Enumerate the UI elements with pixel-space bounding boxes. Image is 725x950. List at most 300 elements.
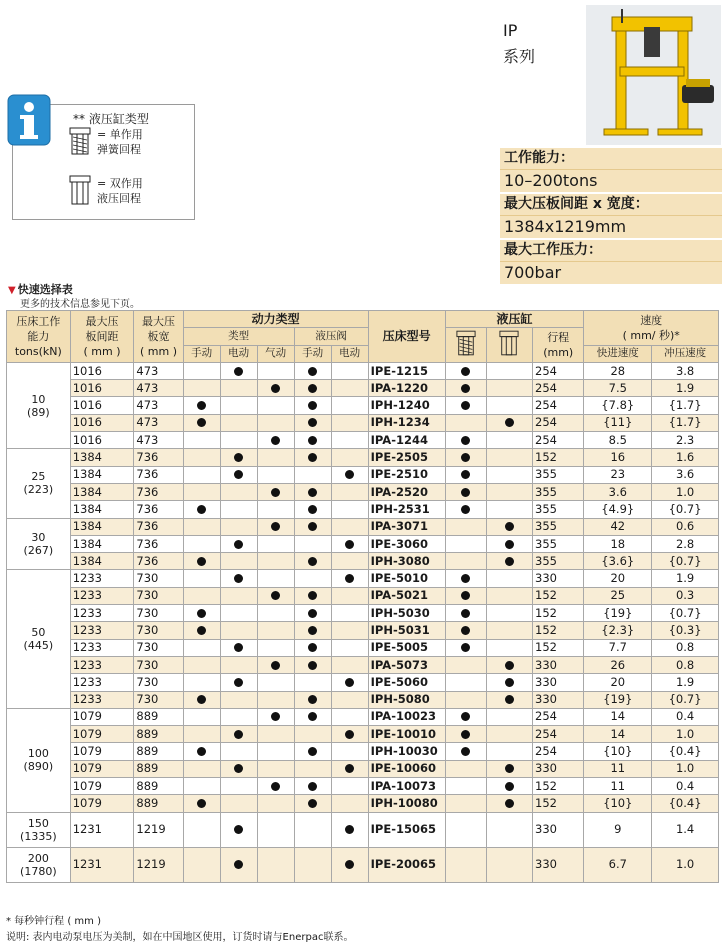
stroke-cell: 152 bbox=[533, 587, 584, 604]
fast-speed-cell: 9 bbox=[584, 812, 652, 847]
table-row bbox=[7, 760, 719, 777]
single-acting-cell bbox=[445, 466, 486, 483]
press-speed-cell: {1.7} bbox=[652, 414, 719, 431]
air-cell bbox=[257, 466, 294, 483]
manual-cell bbox=[183, 812, 220, 847]
model-cell: IPE-3060 bbox=[368, 535, 445, 552]
valve-manual-cell bbox=[294, 812, 331, 847]
col-stroke: 行程 (mm) bbox=[533, 328, 584, 363]
spec-capacity-value: 10–200tons bbox=[500, 170, 722, 192]
press-speed-cell: 1.6 bbox=[652, 449, 719, 466]
valve-manual-cell bbox=[294, 639, 331, 656]
manual-cell bbox=[183, 795, 220, 812]
fast-speed-cell: 7.7 bbox=[584, 639, 652, 656]
fast-speed-cell: 11 bbox=[584, 778, 652, 795]
bullet-dot-icon bbox=[308, 782, 317, 791]
daylight-cell: 1384 bbox=[70, 466, 134, 483]
valve-manual-cell bbox=[294, 847, 331, 882]
fast-speed-cell: 25 bbox=[584, 587, 652, 604]
model-cell: IPE-5010 bbox=[368, 570, 445, 587]
bullet-dot-icon bbox=[197, 401, 206, 410]
model-cell: IPH-10030 bbox=[368, 743, 445, 760]
press-speed-cell: {0.3} bbox=[652, 622, 719, 639]
valve-electric-cell bbox=[331, 483, 368, 500]
bullet-dot-icon bbox=[308, 505, 317, 514]
valve-manual-cell bbox=[294, 432, 331, 449]
daylight-cell: 1079 bbox=[70, 760, 134, 777]
valve-manual-cell bbox=[294, 535, 331, 552]
model-cell: IPA-3071 bbox=[368, 518, 445, 535]
double-acting-cell bbox=[486, 397, 532, 414]
legend-single-line1: = 单作用 bbox=[97, 128, 143, 141]
legend-double-line1: = 双作用 bbox=[97, 177, 143, 190]
bullet-dot-icon bbox=[461, 591, 470, 600]
bullet-dot-icon bbox=[461, 384, 470, 393]
single-acting-cell bbox=[445, 587, 486, 604]
valve-manual-cell bbox=[294, 708, 331, 725]
bullet-dot-icon bbox=[234, 540, 243, 549]
width-cell: 889 bbox=[134, 708, 183, 725]
bullet-dot-icon bbox=[345, 470, 354, 479]
red-triangle-icon: ▼ bbox=[8, 285, 16, 296]
press-speed-cell: {0.7} bbox=[652, 501, 719, 518]
press-speed-cell: 3.6 bbox=[652, 466, 719, 483]
daylight-cell: 1079 bbox=[70, 778, 134, 795]
air-cell bbox=[257, 656, 294, 673]
capacity-kn: (1780) bbox=[20, 864, 57, 878]
fast-speed-cell: {7.8} bbox=[584, 397, 652, 414]
bullet-dot-icon bbox=[308, 384, 317, 393]
bullet-dot-icon bbox=[345, 678, 354, 687]
air-cell bbox=[257, 812, 294, 847]
double-acting-cell bbox=[486, 518, 532, 535]
bullet-dot-icon bbox=[461, 626, 470, 635]
bullet-dot-icon bbox=[461, 730, 470, 739]
bullet-dot-icon bbox=[505, 522, 514, 531]
width-cell: 730 bbox=[134, 656, 183, 673]
single-acting-cell bbox=[445, 449, 486, 466]
daylight-cell: 1233 bbox=[70, 691, 134, 708]
table-row bbox=[7, 605, 719, 622]
width-cell: 730 bbox=[134, 691, 183, 708]
daylight-cell: 1233 bbox=[70, 674, 134, 691]
air-cell bbox=[257, 674, 294, 691]
table-row bbox=[7, 778, 719, 795]
legend-title: ** 液压缸类型 bbox=[73, 112, 149, 126]
bullet-dot-icon bbox=[461, 643, 470, 652]
table-row bbox=[7, 570, 719, 587]
daylight-cell: 1016 bbox=[70, 432, 134, 449]
press-speed-cell: 1.9 bbox=[652, 380, 719, 397]
daylight-cell: 1016 bbox=[70, 362, 134, 379]
manual-cell bbox=[183, 743, 220, 760]
stroke-cell: 355 bbox=[533, 501, 584, 518]
stroke-cell: 355 bbox=[533, 483, 584, 500]
bullet-dot-icon bbox=[461, 470, 470, 479]
width-cell: 730 bbox=[134, 587, 183, 604]
single-acting-cell bbox=[445, 501, 486, 518]
bullet-dot-icon bbox=[505, 661, 514, 670]
valve-electric-cell bbox=[331, 847, 368, 882]
valve-electric-cell bbox=[331, 743, 368, 760]
double-acting-cell bbox=[486, 501, 532, 518]
valve-electric-cell bbox=[331, 518, 368, 535]
double-acting-cell bbox=[486, 570, 532, 587]
valve-electric-cell bbox=[331, 501, 368, 518]
air-cell bbox=[257, 847, 294, 882]
single-acting-cell bbox=[445, 778, 486, 795]
press-speed-cell: {0.7} bbox=[652, 605, 719, 622]
valve-manual-cell bbox=[294, 587, 331, 604]
single-acting-cell bbox=[445, 795, 486, 812]
double-acting-cell bbox=[486, 432, 532, 449]
manual-cell bbox=[183, 501, 220, 518]
press-selection-table bbox=[6, 310, 719, 883]
daylight-cell: 1231 bbox=[70, 812, 134, 847]
model-cell: IPH-1240 bbox=[368, 397, 445, 414]
electric-cell bbox=[220, 414, 257, 431]
bullet-dot-icon bbox=[345, 764, 354, 773]
valve-electric-cell bbox=[331, 674, 368, 691]
valve-electric-cell bbox=[331, 726, 368, 743]
bullet-dot-icon bbox=[308, 488, 317, 497]
width-cell: 1219 bbox=[134, 812, 183, 847]
fast-speed-cell: 7.5 bbox=[584, 380, 652, 397]
model-cell: IPE-15065 bbox=[368, 812, 445, 847]
air-cell bbox=[257, 605, 294, 622]
daylight-cell: 1384 bbox=[70, 501, 134, 518]
width-cell: 730 bbox=[134, 570, 183, 587]
table-row bbox=[7, 483, 719, 500]
bullet-dot-icon bbox=[308, 712, 317, 721]
width-cell: 473 bbox=[134, 362, 183, 379]
bullet-dot-icon bbox=[505, 782, 514, 791]
bullet-dot-icon bbox=[505, 799, 514, 808]
fast-speed-cell: {19} bbox=[584, 691, 652, 708]
col-daylight: 最大压 板间距 ( mm ) bbox=[70, 311, 134, 363]
bullet-dot-icon bbox=[197, 799, 206, 808]
model-cell: IPH-1234 bbox=[368, 414, 445, 431]
bullet-dot-icon bbox=[345, 574, 354, 583]
electric-cell bbox=[220, 535, 257, 552]
air-cell bbox=[257, 449, 294, 466]
width-cell: 736 bbox=[134, 553, 183, 570]
bullet-dot-icon bbox=[505, 557, 514, 566]
model-cell: IPA-1220 bbox=[368, 380, 445, 397]
valve-electric-cell bbox=[331, 380, 368, 397]
stroke-cell: 254 bbox=[533, 414, 584, 431]
bullet-dot-icon bbox=[271, 782, 280, 791]
bullet-dot-icon bbox=[345, 825, 354, 834]
manual-cell bbox=[183, 605, 220, 622]
single-acting-cell bbox=[445, 760, 486, 777]
bullet-dot-icon bbox=[234, 730, 243, 739]
width-cell: 889 bbox=[134, 726, 183, 743]
capacity-kn: (1335) bbox=[20, 829, 57, 843]
width-cell: 736 bbox=[134, 449, 183, 466]
model-cell: IPE-20065 bbox=[368, 847, 445, 882]
valve-electric-cell bbox=[331, 708, 368, 725]
capacity-cell bbox=[7, 449, 71, 518]
stroke-cell: 254 bbox=[533, 432, 584, 449]
capacity-cell bbox=[7, 708, 71, 812]
double-acting-cell bbox=[486, 362, 532, 379]
press-speed-cell: 1.0 bbox=[652, 847, 719, 882]
width-cell: 736 bbox=[134, 535, 183, 552]
width-cell: 736 bbox=[134, 483, 183, 500]
single-acting-cell bbox=[445, 639, 486, 656]
stroke-cell: 330 bbox=[533, 847, 584, 882]
spec-pressure-label: 最大工作压力： bbox=[500, 240, 722, 262]
electric-cell bbox=[220, 778, 257, 795]
single-acting-cell bbox=[445, 674, 486, 691]
series-title-line1: IP bbox=[503, 21, 518, 40]
press-speed-cell: {0.4} bbox=[652, 743, 719, 760]
bullet-dot-icon bbox=[308, 661, 317, 670]
col-single-acting bbox=[445, 328, 486, 363]
width-cell: 473 bbox=[134, 414, 183, 431]
stroke-cell: 330 bbox=[533, 674, 584, 691]
manual-cell bbox=[183, 691, 220, 708]
single-acting-cylinder-icon bbox=[456, 330, 476, 356]
table-row bbox=[7, 691, 719, 708]
width-cell: 730 bbox=[134, 639, 183, 656]
double-acting-cell bbox=[486, 587, 532, 604]
footnote-note: 说明: 表内电动泵电压为美制，如在中国地区使用，订货时请与Enerpac联系。 bbox=[6, 932, 354, 943]
legend-double-line2: 液压回程 bbox=[97, 192, 141, 205]
col-model: 压床型号 bbox=[368, 311, 445, 363]
electric-cell bbox=[220, 553, 257, 570]
width-cell: 473 bbox=[134, 380, 183, 397]
col-double-acting bbox=[486, 328, 532, 363]
single-acting-cell bbox=[445, 483, 486, 500]
electric-cell bbox=[220, 760, 257, 777]
bullet-dot-icon bbox=[308, 695, 317, 704]
double-acting-cell bbox=[486, 726, 532, 743]
single-acting-cell bbox=[445, 708, 486, 725]
col-valve-manual: 手动 bbox=[294, 345, 331, 362]
valve-manual-cell bbox=[294, 778, 331, 795]
single-acting-cell bbox=[445, 743, 486, 760]
bullet-dot-icon bbox=[271, 712, 280, 721]
bullet-dot-icon bbox=[505, 678, 514, 687]
valve-electric-cell bbox=[331, 432, 368, 449]
bullet-dot-icon bbox=[345, 860, 354, 869]
bullet-dot-icon bbox=[308, 522, 317, 531]
valve-manual-cell bbox=[294, 466, 331, 483]
bullet-dot-icon bbox=[308, 367, 317, 376]
double-acting-cell bbox=[486, 605, 532, 622]
electric-cell bbox=[220, 466, 257, 483]
double-acting-cylinder-icon bbox=[69, 175, 91, 205]
electric-cell bbox=[220, 622, 257, 639]
col-power-type: 动力类型 bbox=[183, 311, 368, 328]
electric-cell bbox=[220, 397, 257, 414]
press-speed-cell: 0.8 bbox=[652, 656, 719, 673]
daylight-cell: 1233 bbox=[70, 605, 134, 622]
valve-manual-cell bbox=[294, 362, 331, 379]
table-row bbox=[7, 656, 719, 673]
bullet-dot-icon bbox=[234, 643, 243, 652]
bullet-dot-icon bbox=[461, 401, 470, 410]
capacity-cell bbox=[7, 570, 71, 708]
fast-speed-cell: {3.6} bbox=[584, 553, 652, 570]
press-speed-cell: 1.9 bbox=[652, 674, 719, 691]
capacity-cell bbox=[7, 812, 71, 847]
table-row bbox=[7, 362, 719, 379]
manual-cell bbox=[183, 414, 220, 431]
bullet-dot-icon bbox=[234, 825, 243, 834]
stroke-cell: 355 bbox=[533, 518, 584, 535]
single-acting-cell bbox=[445, 691, 486, 708]
fast-speed-cell: 3.6 bbox=[584, 483, 652, 500]
electric-cell bbox=[220, 674, 257, 691]
capacity-tons: 30 bbox=[31, 531, 46, 544]
stroke-cell: 330 bbox=[533, 570, 584, 587]
stroke-cell: 152 bbox=[533, 605, 584, 622]
manual-cell bbox=[183, 778, 220, 795]
air-cell bbox=[257, 362, 294, 379]
bullet-dot-icon bbox=[308, 609, 317, 618]
electric-cell bbox=[220, 605, 257, 622]
double-acting-cell bbox=[486, 380, 532, 397]
bullet-dot-icon bbox=[308, 747, 317, 756]
bullet-dot-icon bbox=[505, 540, 514, 549]
single-acting-cell bbox=[445, 812, 486, 847]
manual-cell bbox=[183, 726, 220, 743]
capacity-tons: 200 bbox=[27, 851, 49, 865]
col-type: 类型 bbox=[183, 328, 294, 345]
valve-manual-cell bbox=[294, 795, 331, 812]
electric-cell bbox=[220, 380, 257, 397]
bullet-dot-icon bbox=[271, 436, 280, 445]
fast-speed-cell: 18 bbox=[584, 535, 652, 552]
bullet-dot-icon bbox=[461, 609, 470, 618]
width-cell: 1219 bbox=[134, 847, 183, 882]
table-row bbox=[7, 449, 719, 466]
model-cell: IPE-1215 bbox=[368, 362, 445, 379]
manual-cell bbox=[183, 380, 220, 397]
double-acting-cell bbox=[486, 760, 532, 777]
capacity-cell bbox=[7, 847, 71, 882]
bullet-dot-icon bbox=[271, 522, 280, 531]
valve-electric-cell bbox=[331, 639, 368, 656]
fast-speed-cell: 11 bbox=[584, 760, 652, 777]
press-speed-cell: 0.8 bbox=[652, 639, 719, 656]
bullet-dot-icon bbox=[197, 695, 206, 704]
col-electric: 电动 bbox=[220, 345, 257, 362]
press-speed-cell: 1.0 bbox=[652, 726, 719, 743]
air-cell bbox=[257, 535, 294, 552]
valve-manual-cell bbox=[294, 760, 331, 777]
electric-cell bbox=[220, 847, 257, 882]
model-cell: IPH-3080 bbox=[368, 553, 445, 570]
col-speed-fast: 快进速度 bbox=[584, 345, 652, 362]
double-acting-cell bbox=[486, 535, 532, 552]
table-body bbox=[7, 362, 719, 882]
bullet-dot-icon bbox=[308, 453, 317, 462]
air-cell bbox=[257, 501, 294, 518]
table-row bbox=[7, 743, 719, 760]
capacity-kn: (267) bbox=[23, 544, 54, 557]
table-row bbox=[7, 847, 719, 882]
manual-cell bbox=[183, 518, 220, 535]
valve-electric-cell bbox=[331, 622, 368, 639]
manual-cell bbox=[183, 760, 220, 777]
single-acting-cell bbox=[445, 432, 486, 449]
bullet-dot-icon bbox=[234, 764, 243, 773]
col-valve: 液压阀 bbox=[294, 328, 368, 345]
valve-manual-cell bbox=[294, 743, 331, 760]
width-cell: 730 bbox=[134, 674, 183, 691]
electric-cell bbox=[220, 362, 257, 379]
stroke-cell: 254 bbox=[533, 726, 584, 743]
valve-manual-cell bbox=[294, 414, 331, 431]
valve-manual-cell bbox=[294, 674, 331, 691]
spec-capacity-label: 工作能力： bbox=[500, 148, 722, 170]
quick-select-subtitle: 更多的技术信息参见下页。 bbox=[20, 299, 140, 310]
table-row bbox=[7, 726, 719, 743]
manual-cell bbox=[183, 432, 220, 449]
model-cell: IPH-10080 bbox=[368, 795, 445, 812]
capacity-tons: 100 bbox=[27, 747, 49, 761]
air-cell bbox=[257, 778, 294, 795]
electric-cell bbox=[220, 587, 257, 604]
stroke-cell: 330 bbox=[533, 812, 584, 847]
double-acting-cell bbox=[486, 674, 532, 691]
electric-cell bbox=[220, 708, 257, 725]
electric-cell bbox=[220, 726, 257, 743]
width-cell: 736 bbox=[134, 501, 183, 518]
air-cell bbox=[257, 432, 294, 449]
daylight-cell: 1231 bbox=[70, 847, 134, 882]
electric-cell bbox=[220, 570, 257, 587]
bullet-dot-icon bbox=[461, 453, 470, 462]
fast-speed-cell: 8.5 bbox=[584, 432, 652, 449]
spec-panel bbox=[500, 148, 722, 286]
fast-speed-cell: 26 bbox=[584, 656, 652, 673]
capacity-cell bbox=[7, 518, 71, 570]
bullet-dot-icon bbox=[461, 367, 470, 376]
manual-cell bbox=[183, 362, 220, 379]
single-acting-cell bbox=[445, 414, 486, 431]
table-row bbox=[7, 622, 719, 639]
spec-pressure-value: 700bar bbox=[500, 262, 722, 284]
valve-electric-cell bbox=[331, 605, 368, 622]
table-row bbox=[7, 518, 719, 535]
press-speed-cell: 0.4 bbox=[652, 708, 719, 725]
press-speed-cell: {1.7} bbox=[652, 397, 719, 414]
air-cell bbox=[257, 397, 294, 414]
valve-manual-cell bbox=[294, 483, 331, 500]
electric-cell bbox=[220, 432, 257, 449]
daylight-cell: 1233 bbox=[70, 656, 134, 673]
capacity-kn: (223) bbox=[23, 483, 54, 497]
daylight-cell: 1233 bbox=[70, 570, 134, 587]
width-cell: 889 bbox=[134, 778, 183, 795]
valve-manual-cell bbox=[294, 726, 331, 743]
valve-electric-cell bbox=[331, 812, 368, 847]
daylight-cell: 1233 bbox=[70, 587, 134, 604]
fast-speed-cell: {4.9} bbox=[584, 501, 652, 518]
stroke-cell: 330 bbox=[533, 656, 584, 673]
bullet-dot-icon bbox=[271, 591, 280, 600]
model-cell: IPE-10060 bbox=[368, 760, 445, 777]
daylight-cell: 1079 bbox=[70, 795, 134, 812]
width-cell: 889 bbox=[134, 795, 183, 812]
electric-cell bbox=[220, 691, 257, 708]
stroke-cell: 330 bbox=[533, 691, 584, 708]
